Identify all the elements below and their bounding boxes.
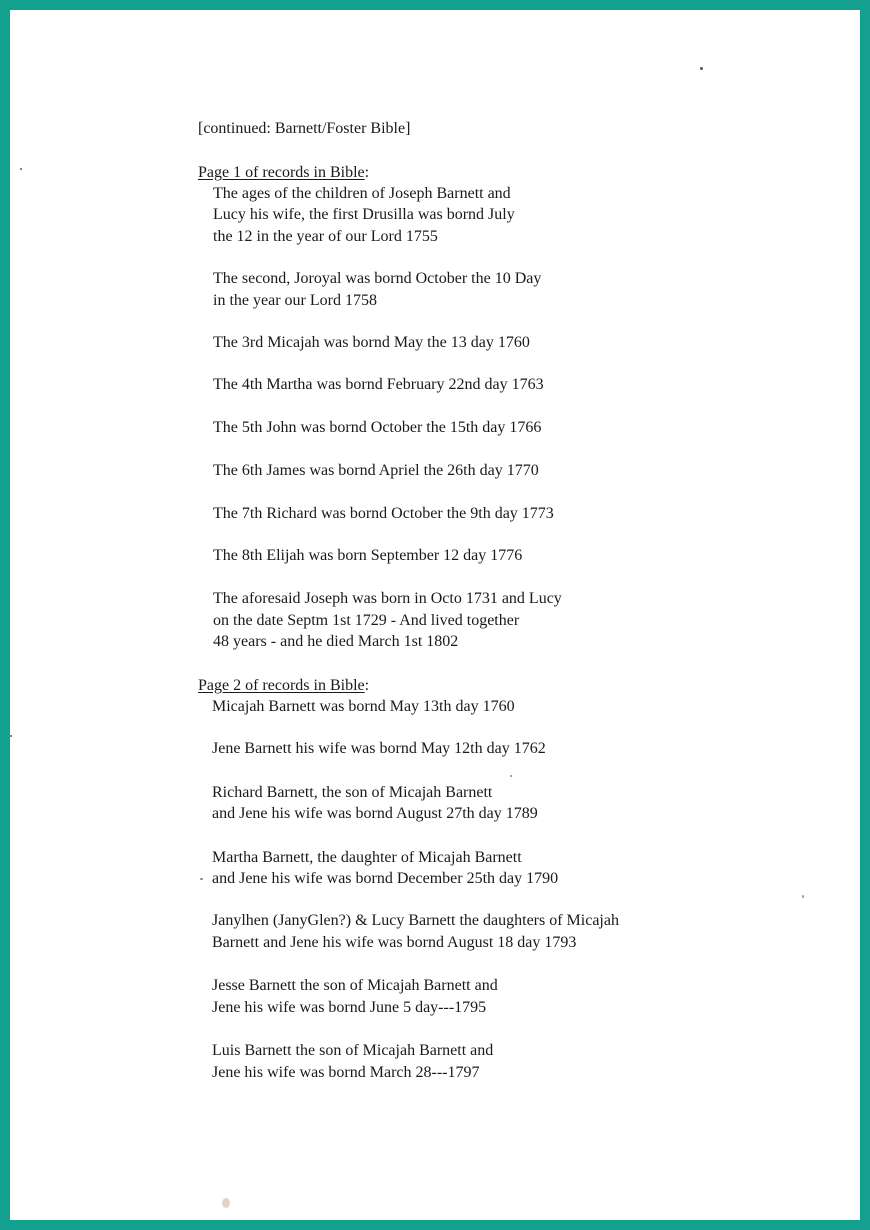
section-heading-page-1	[198, 162, 369, 184]
section-heading-page-1-colon: :	[364, 164, 370, 181]
record-line: The 8th Elijah was born September 12 day 1776	[213, 547, 523, 564]
scan-speck	[20, 168, 22, 170]
record-line: The 5th John was bornd October the 15th day 1766	[213, 419, 542, 436]
continued-note: [continued: Barnett/Foster Bible]	[198, 120, 411, 137]
record-line: and Jene his wife was bornd August 27th day 1789	[212, 805, 538, 822]
record-line: The 4th Martha was bornd February 22nd day 1763	[213, 376, 544, 393]
scan-speck	[222, 1198, 230, 1208]
record-line: 48 years - and he died March 1st 1802	[213, 633, 459, 650]
scan-speck	[510, 775, 512, 777]
record-line: Jesse Barnett the son of Micajah Barnett and	[212, 977, 498, 994]
scan-speck	[700, 67, 703, 70]
record-line: The 7th Richard was bornd October the 9th day 1773	[213, 505, 554, 522]
paper-page	[10, 10, 860, 1220]
section-heading-page-2	[198, 675, 369, 697]
record-line: Barnett and Jene his wife was bornd August 18 day 1793	[212, 934, 577, 951]
record-line: The ages of the children of Joseph Barnett and	[213, 185, 511, 202]
record-line: Jene Barnett his wife was bornd May 12th day 1762	[212, 740, 546, 757]
record-line: on the date Septm 1st 1729 - And lived together	[213, 612, 520, 629]
section-heading-page-1-text: Page 1 of records in Bible	[198, 164, 365, 181]
scan-speck	[802, 895, 804, 898]
record-line: Jene his wife was bornd June 5 day---1795	[212, 999, 487, 1016]
record-line: the 12 in the year of our Lord 1755	[213, 228, 438, 245]
record-line: The 6th James was bornd Apriel the 26th day 1770	[213, 462, 539, 479]
record-line: Janylhen (JanyGlen?) & Lucy Barnett the daughters of Micajah	[212, 912, 619, 929]
record-line: Richard Barnett, the son of Micajah Barnett	[212, 784, 493, 801]
record-line: The 3rd Micajah was bornd May the 13 day 1760	[213, 334, 530, 351]
record-line: The aforesaid Joseph was born in Octo 1731 and Lucy	[213, 590, 562, 607]
record-line: Luis Barnett the son of Micajah Barnett and	[212, 1042, 494, 1059]
record-line: Lucy his wife, the first Drusilla was bornd July	[213, 206, 515, 223]
record-line: Martha Barnett, the daughter of Micajah Barnett	[212, 849, 522, 866]
document-body	[10, 10, 860, 1220]
record-line: and Jene his wife was bornd December 25th day 1790	[212, 870, 559, 887]
section-heading-page-2-text: Page 2 of records in Bible	[198, 677, 365, 694]
record-line: The second, Joroyal was bornd October the 10 Day	[213, 270, 542, 287]
section-heading-page-2-colon: :	[364, 677, 370, 694]
record-line: Micajah Barnett was bornd May 13th day 1760	[212, 698, 515, 715]
record-line: Jene his wife was bornd March 28---1797	[212, 1064, 480, 1081]
scan-speck	[10, 735, 12, 737]
scan-speck	[200, 878, 203, 880]
record-line: in the year our Lord 1758	[213, 292, 377, 309]
